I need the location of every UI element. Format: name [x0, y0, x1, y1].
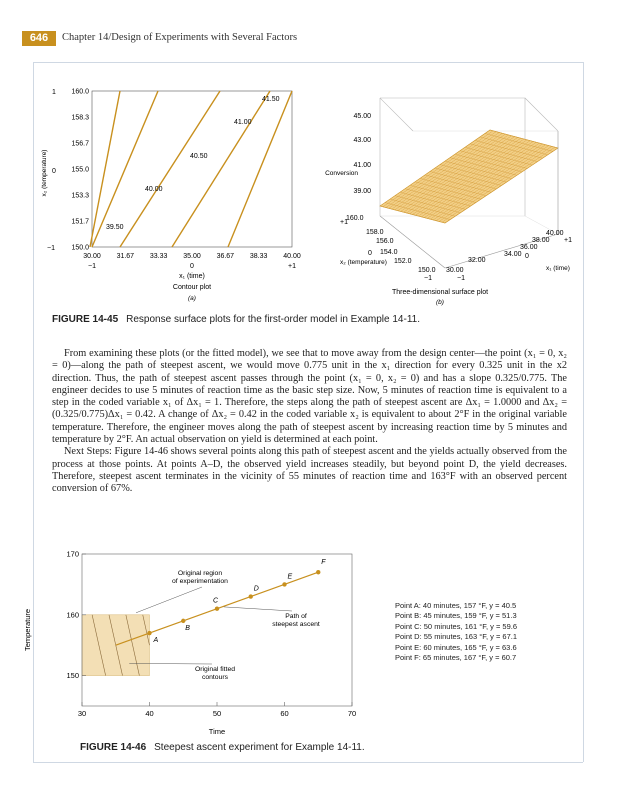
surface-zlabel: Conversion: [325, 170, 358, 177]
contour-x-tick: 30.00: [83, 253, 101, 260]
legend-line-e: Point E: 60 minutes, 165 °F, y = 63.6: [395, 642, 517, 652]
frame-top: [33, 62, 583, 63]
path-point-a: [147, 631, 151, 635]
contour-label: 41.00: [234, 119, 252, 126]
contour-y-tick: 153.3: [71, 192, 89, 200]
page-number: 646: [22, 31, 56, 46]
contour-label: 39.50: [106, 224, 124, 231]
contour-x-tick: 35.00: [183, 253, 201, 260]
surface-temp-label: x₂ (temperature): [340, 259, 387, 266]
contour-sub: (a): [188, 295, 196, 302]
point-legend: [395, 601, 517, 663]
contour-y-tick: 155.0: [71, 166, 89, 174]
path-point-c: [215, 607, 219, 611]
sa-x-tick: 50: [212, 709, 222, 718]
path-point-f: [316, 570, 320, 574]
contour-x-coded-mid: 0: [190, 263, 194, 270]
surface-time-tick-34: 34.00: [504, 251, 522, 258]
contour-line: [172, 91, 270, 247]
contour-x-coded-left: −1: [88, 263, 96, 270]
sa-ylabel: Temperature: [23, 608, 32, 652]
contour-title: Contour plot: [172, 284, 212, 291]
surface-time-coded-left: −1: [457, 275, 465, 282]
contour-x-coded-right: +1: [288, 263, 296, 270]
contour-y-coded-top: 1: [52, 89, 56, 96]
body-text: [52, 348, 567, 496]
sa-y-tick: 160: [66, 610, 79, 620]
surface-time-label: x₁ (time): [546, 265, 570, 272]
surface-time-tick-36: 36.00: [520, 244, 538, 251]
steepest-ascent-chart: [23, 540, 380, 755]
surface-time-coded-mid: 0: [525, 253, 529, 260]
path-point-b: [181, 619, 185, 623]
contour-x-tick: 38.33: [249, 253, 268, 260]
path-point-label: A: [153, 637, 159, 645]
surface-temp-tick-152: 152.0: [394, 258, 412, 265]
contour-y-tick: 160.0: [71, 88, 89, 96]
paragraph-2: Next Steps: Figure 14-46 shows several points along this path of steepest ascent and the yields actually observed from the process at those points. At points A–D, the observed yield increases steadily, but beyond point D, the yield decreases. Therefore, steepest ascent terminates in the vicinity of 55 minutes of reaction time and 163°F with an observed percent conversion of 67%.: [52, 446, 567, 495]
surface-z-tick-43: 43.00: [353, 137, 371, 144]
surface-plot: [300, 66, 582, 308]
contour-x-tick: 31.67: [116, 253, 135, 260]
path-point-d: [249, 594, 253, 598]
path-point-label: B: [185, 624, 190, 632]
legend-line-b: Point B: 45 minutes, 159 °F, y = 51.3: [395, 611, 517, 621]
contour-label: 40.00: [145, 186, 163, 193]
path-point-label: D: [253, 585, 259, 593]
legend-line-f: Point F: 65 minutes, 167 °F, y = 60.7: [395, 653, 517, 663]
surface-temp-tick-154: 154.0: [380, 249, 398, 256]
contour-plot: [34, 78, 314, 308]
contour-line: [228, 91, 292, 247]
contour-x-tick: 33.33: [149, 253, 168, 260]
contour-label: 41.50: [262, 96, 280, 103]
annotation-path-leader: [224, 607, 292, 611]
sa-x-tick: 40: [145, 709, 154, 718]
contour-y-tick: 156.7: [71, 140, 89, 148]
contour-y-tick: 150.0: [71, 244, 89, 252]
contour-line: [120, 91, 220, 247]
legend-line-a: Point A: 40 minutes, 157 °F, y = 40.5: [395, 601, 517, 610]
sa-y-tick: 170: [66, 549, 79, 559]
surface-fill: [380, 130, 558, 223]
contour-y-coded-bottom: −1: [47, 245, 55, 252]
surface-time-tick-32: 32.00: [468, 257, 486, 264]
annotation-original-region: Original region of experimentation: [172, 570, 228, 585]
paragraph-1: From examining these plots (or the fitted model), we see that to move away from the design center—the point (x₁ = 0, x₂ = 0)—along the path of steepest ascent, we would move 0.775 unit in the x₁ direction for every 0.325 unit in the x2 direction. Thus, the path of steepest ascent passes through the point (x₁ = 0, x₂ = 0) and has a slope 0.325/0.775. The engineer decides to use 5 minutes of reaction time as the basic step size. Now, 5 minutes of reaction time is equivalent to a step in the coded variable x₁ of Δx₁ = 1. Therefore, the steps along the path of steepest ascent are Δx₁ = 1.0000 and Δx₂ = (0.325/0.775)Δx₁ = 0.42. A change of Δx₂ = 0.42 in the coded variable x₂ is equivalent to about 2°F in the original variable temperature. Therefore, the engineer moves along the path of steepest ascent by increasing reaction time by 5 minutes and temperature by 2°F. An actual observation on yield is determined at each point.: [52, 348, 567, 446]
surface-z-tick-45: 45.00: [353, 113, 371, 120]
sa-x-tick: 70: [347, 709, 357, 718]
sa-y-tick: 150: [66, 671, 79, 681]
sa-x-tick: 60: [280, 709, 289, 718]
figure-14-46-caption-text: Steepest ascent experiment for Example 14-11.: [154, 742, 365, 753]
contour-x-tick: 36.67: [216, 253, 235, 260]
contour-xlabel: x₁ (time): [179, 273, 205, 280]
surface-temp-coded-bottom: −1: [424, 275, 432, 282]
contour-x-tick: 40.00: [283, 253, 301, 260]
surface-title: Three-dimensional surface plot: [391, 289, 489, 296]
frame-bottom: [33, 762, 583, 763]
contour-line: [92, 91, 158, 247]
surface-temp-tick-158: 158.0: [366, 229, 384, 236]
surface-temp-coded-mid: 0: [368, 250, 372, 257]
path-point-label: C: [213, 597, 219, 605]
contour-y-tick: 158.3: [71, 114, 89, 122]
contour-y-coded-mid: 0: [52, 168, 56, 175]
surface-temp-tick-150: 150.0: [418, 267, 436, 274]
surface-time-coded-right: +1: [564, 237, 572, 244]
sa-xlabel: Time: [208, 727, 226, 736]
figure-14-45-caption: [52, 314, 420, 325]
surface-time-tick-40: 40.00: [546, 230, 564, 237]
path-point-label: F: [321, 559, 326, 567]
chapter-title: Chapter 14/Design of Experiments with Several Factors: [62, 32, 298, 43]
surface-time-tick-30: 30.00: [446, 267, 464, 274]
surface-temp-tick-156: 156.0: [376, 238, 394, 245]
frame-right: [583, 62, 584, 762]
surface-temp-tick-160: 160.0: [346, 215, 364, 222]
annotation-path: Path of steepest ascent: [272, 613, 320, 628]
legend-line-c: Point C: 50 minutes, 161 °F, y = 59.6: [395, 621, 518, 631]
surface-z-tick-39: 39.00: [353, 188, 371, 195]
figure-14-45-caption-text: Response surface plots for the first-order model in Example 14-11.: [126, 314, 420, 325]
annotation-fitted-contours: Original fitted contours: [194, 666, 236, 681]
legend-line-d: Point D: 55 minutes, 163 °F, y = 67.1: [395, 632, 518, 642]
figure-14-45-label: FIGURE 14-45: [52, 314, 119, 325]
contour-y-tick: 151.7: [71, 218, 89, 226]
figure-14-46-label: FIGURE 14-46: [80, 742, 147, 753]
path-point-e: [282, 582, 286, 586]
sa-x-tick: 30: [77, 709, 87, 718]
surface-time-tick-38: 38.00: [532, 237, 550, 244]
surface-temp-coded-top: +1: [340, 219, 348, 226]
path-point-label: E: [287, 573, 293, 581]
contour-ylabel: x₂ (temperature): [41, 149, 48, 197]
contour-label: 40.50: [190, 153, 208, 160]
surface-z-tick-41: 41.00: [353, 162, 371, 169]
annotation-region-leader: [136, 587, 202, 613]
surface-sub: (b): [436, 299, 444, 306]
figure-14-46-caption: [80, 742, 365, 753]
